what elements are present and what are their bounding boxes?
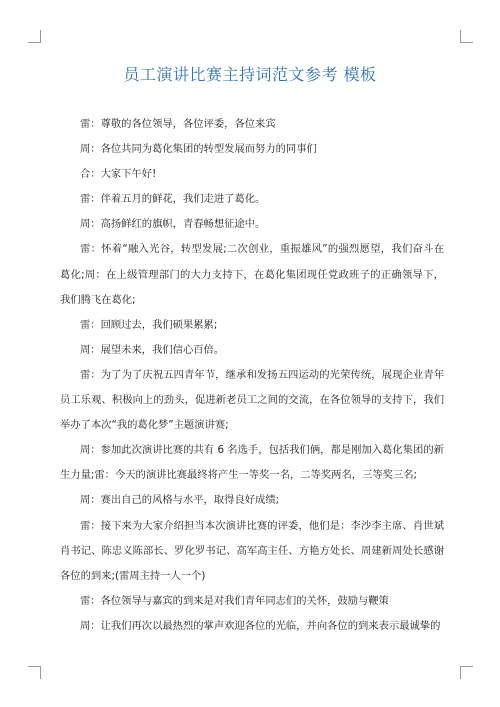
- paragraph: 雷：接下来为大家介绍担当本次演讲比赛的评委，他们是：李沙李主席、肖世斌肖书记、陈忠义陈部长、罗化罗书记、高军高主任、方艳方处长、周建新周处长感谢各位的到来;(雷周主持一人一个): [60, 519, 444, 582]
- paragraph: 周：赛出自己的风格与水平，取得良好成绩;: [80, 494, 280, 507]
- paragraph: 雷：各位领导与嘉宾的到来是对我们青年同志们的关怀，鼓励与鞭策: [80, 594, 389, 607]
- crop-mark-bottom-left: [28, 666, 41, 679]
- paragraph: 雷：回顾过去，我们硕果累累;: [80, 318, 218, 331]
- document-title: 员工演讲比赛主持词范文参考 模板: [123, 65, 377, 84]
- paragraph: 合：大家下午好!: [80, 168, 157, 181]
- crop-mark-top-left: [28, 30, 41, 43]
- document-body: [60, 112, 444, 639]
- paragraph: 周：展望未来，我们信心百倍。: [80, 343, 225, 356]
- paragraph: 雷：怀着“融入光谷，转型发展;二次创业，重振雄风”的强烈愿望，我们奋斗在葛化;周：在上级管理部门的大力支持下，在葛化集团现任党政班子的正确领导下，我们腾飞在葛化;: [60, 243, 444, 306]
- paragraph: 周：各位共同为葛化集团的转型发展而努力的同事们: [80, 143, 317, 156]
- paragraph: 雷：尊敬的各位领导，各位评委，各位来宾: [80, 118, 276, 130]
- crop-mark-top-right: [460, 30, 473, 43]
- paragraph: 雷：为了为了庆祝五四青年节，继承和发扬五四运动的光荣传统，展现企业青年员工乐观、积极向上的劲头，促进新老员工之间的交流，在各位领导的支持下，我们举办了本次“我的葛化梦”主题演讲赛;: [60, 368, 444, 432]
- crop-mark-bottom-right: [460, 666, 473, 679]
- paragraph: 周：让我们再次以最热烈的掌声欢迎各位的光临，并向各位的到来表示最诚挚的: [80, 619, 441, 632]
- paragraph: 周：高扬鲜红的旗帜，青春畅想征途中。: [80, 218, 266, 231]
- paragraph: 周：参加此次演讲比赛的共有 6 名选手，包括我们俩，都是刚加入葛化集团的新生力量;雷：今天的演讲比赛最终将产生一等奖一名，二等奖两名，三等奖三名;: [60, 444, 444, 482]
- paragraph: 雷：伴着五月的鲜花，我们走进了葛化。: [80, 193, 266, 206]
